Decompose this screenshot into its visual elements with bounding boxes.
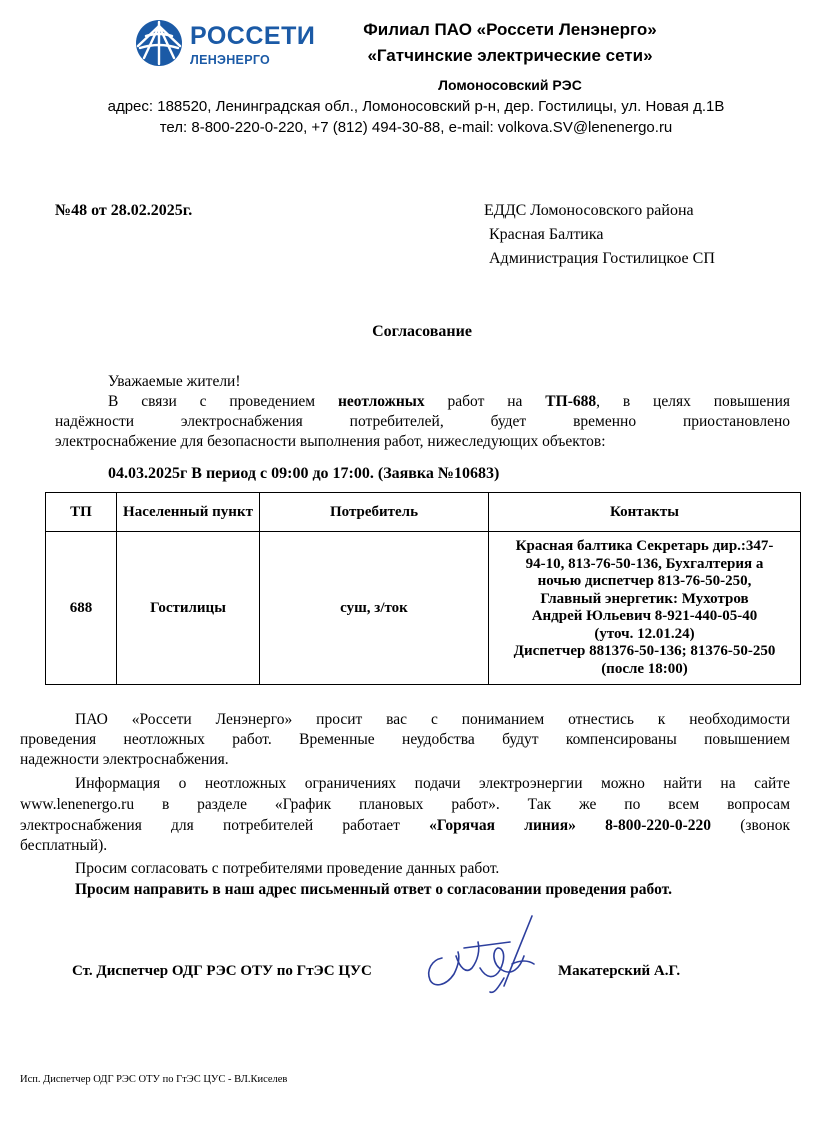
closing-p2-line-3	[20, 816, 790, 836]
contact-line: (после 18:00)	[601, 660, 688, 677]
contact-line: (уточ. 12.01.24)	[594, 625, 695, 642]
contact-line: ночью диспетчер 813-76-50-250,	[537, 573, 752, 589]
network-title: «Гатчинские электрические сети»	[367, 46, 653, 65]
header-tp: ТП	[46, 493, 117, 532]
closing-request: Просим согласовать с потребителями проведение данных работ.	[75, 860, 500, 877]
intro-text-a: В связи с проведением	[108, 393, 316, 410]
cell-locality: Гостилицы	[117, 532, 260, 685]
closing-p1-line-3: надежности электроснабжения.	[20, 751, 229, 768]
cell-consumer: суш, з/ток	[260, 532, 489, 685]
hotline: «Горячая линия» 8-800-220-0-220	[429, 817, 711, 834]
header-address: адрес: 188520, Ленинградская обл., Ломоносовский р-н, дер. Гостилицы, ул. Новая д.1В	[107, 98, 725, 115]
closing-p1-line-1: ПАО «Россети Ленэнерго» просит вас с пониманием отнестись к необходимости	[75, 711, 790, 728]
department-name: Ломоносовский РЭС	[438, 77, 582, 93]
cell-contacts	[489, 532, 801, 685]
logo-subtitle: ЛЕНЭНЕРГО	[190, 53, 271, 67]
closing-p2-note: (звонок	[740, 817, 791, 834]
closing-p2-line-4: бесплатный).	[20, 837, 108, 854]
table-header-row	[46, 493, 801, 532]
recipient-2: Красная Балтика	[489, 226, 604, 243]
intro-line-2: надёжности электроснабжения потребителей, будет временно приостановлено	[55, 413, 790, 430]
greeting: Уважаемые жители!	[108, 373, 241, 390]
power-grid-sphere-icon	[134, 18, 184, 68]
contact-line: Андрей Юльевич 8-921-440-05-40	[531, 608, 758, 624]
intro-line-1	[108, 392, 790, 412]
handwritten-signature	[420, 908, 545, 998]
branch-title: Филиал ПАО «Россети Ленэнерго»	[363, 20, 657, 39]
footer-executor: Исп. Диспетчер ОДГ РЭС ОТУ по ГтЭС ЦУС - ВЛ.Киселев	[20, 1074, 288, 1085]
intro-urgent: неотложных	[337, 393, 425, 410]
closing-p2-text: электроснабжения для потребителей работает	[20, 817, 400, 834]
header-contacts: тел: 8-800-220-0-220, +7 (812) 494-30-88, e-mail: volkova.SV@lenenergo.ru	[159, 119, 673, 136]
closing-p1-line-2: проведения неотложных работ. Временные неудобства будут компенсированы повышением	[20, 731, 790, 748]
table-row	[46, 532, 801, 685]
closing-response-request: Просим направить в наш адрес письменный ответ о согласовании проведения работ.	[75, 881, 672, 898]
closing-p2-line-1: Информация о неотложных ограничениях подачи электроэнергии можно найти на сайте	[75, 775, 790, 792]
outage-table	[45, 492, 801, 685]
header-consumer: Потребитель	[260, 493, 489, 532]
signer-position: Ст. Диспетчер ОДГ РЭС ОТУ по ГтЭС ЦУС	[72, 963, 372, 979]
signer-name: Макатерский А.Г.	[558, 963, 681, 979]
company-logo	[134, 18, 316, 74]
contact-line: Главный энергетик: Мухотров	[540, 590, 749, 607]
outage-schedule: 04.03.2025г В период с 09:00 до 17:00. (Заявка №10683)	[108, 465, 500, 482]
header-locality: Населенный пункт	[117, 493, 260, 532]
cell-tp: 688	[46, 532, 117, 685]
intro-substation: ТП-688	[545, 393, 597, 410]
contact-line: Диспетчер 881376-50-136; 81376-50-250	[513, 643, 776, 659]
logo-name: РОССЕТИ	[190, 22, 316, 50]
recipient-3: Администрация Гостилицкое СП	[489, 250, 715, 267]
letter-subject: Согласование	[372, 323, 472, 340]
intro-text-c: работ на	[447, 393, 523, 410]
intro-line-3: электроснабжение для безопасности выполнения работ, нижеследующих объектов:	[55, 433, 606, 450]
header-contacts: Контакты	[489, 493, 801, 532]
closing-p2-line-2: www.lenenergo.ru в разделе «График плановых работ». Так же по всем вопросам	[20, 796, 790, 813]
intro-text-e: , в целях повышения	[596, 393, 791, 410]
recipient-1: ЕДДС Ломоносовского района	[484, 202, 694, 219]
letter-number: №48 от 28.02.2025г.	[55, 202, 193, 219]
contact-line: 94-10, 813-76-50-136, Бухгалтерия а	[525, 555, 764, 572]
contact-line: Красная балтика Секретарь дир.:347-	[515, 538, 774, 554]
